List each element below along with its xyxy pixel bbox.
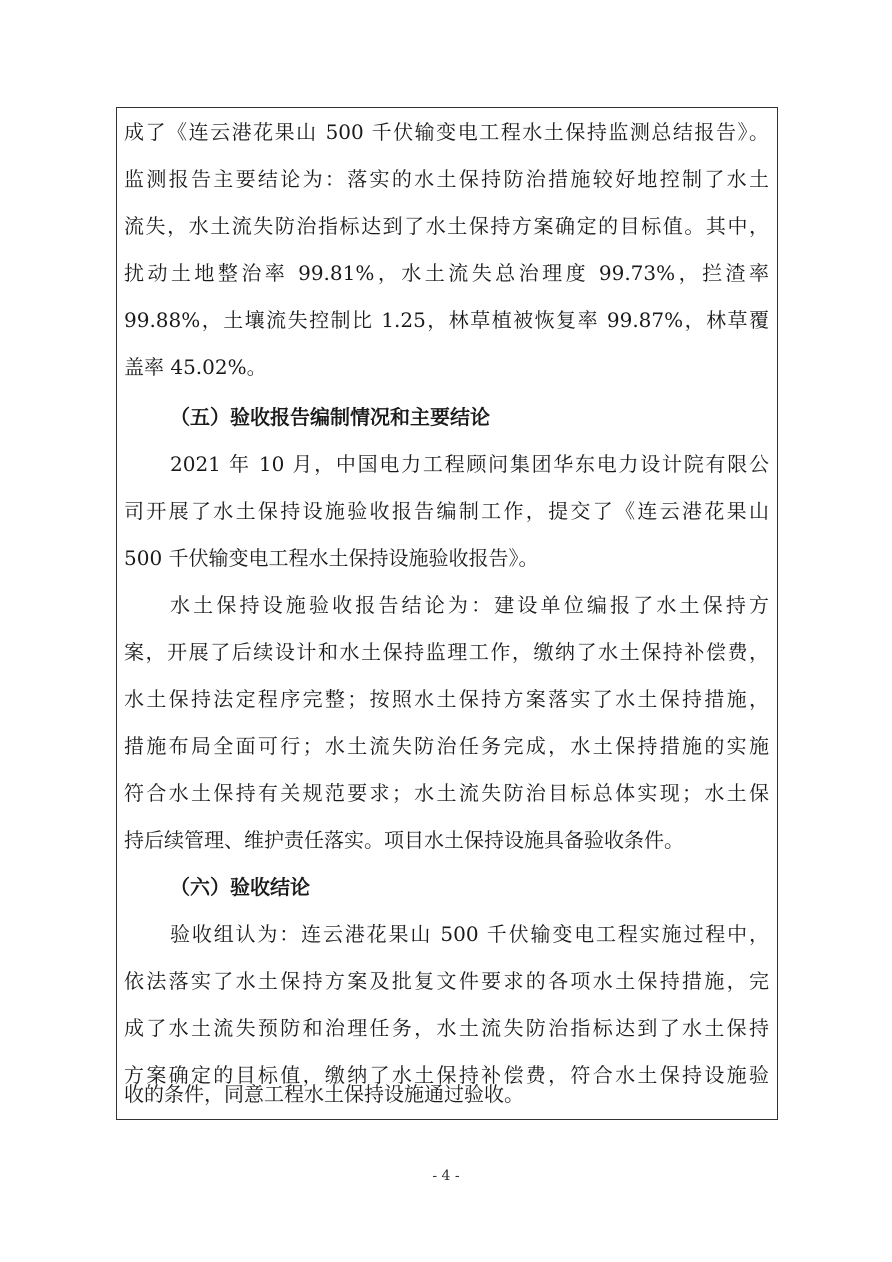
text-line: 扰动土地整治率 99.81%，水土流失总治理度 99.73%，拦渣率 [124,261,769,285]
text-line: 案，开展了后续设计和水土保持监理工作，缴纳了水土保持补偿费， [124,640,769,664]
text-line: 500 千伏输变电工程水土保持设施验收报告》。 [124,546,539,570]
text-line: 司开展了水土保持设施验收报告编制工作，提交了《连云港花果山 [124,499,769,523]
section-heading-five: （五）验收报告编制情况和主要结论 [170,405,490,429]
text-line: 2021 年 10 月，中国电力工程顾问集团华东电力设计院有限公 [170,452,769,476]
text-line: 依法落实了水土保持方案及批复文件要求的各项水土保持措施，完 [124,969,769,993]
text-line: 水土保持设施验收报告结论为：建设单位编报了水土保持方 [170,593,769,617]
text-line: 方案确定的目标值，缴纳了水土保持补偿费，符合水土保持设施验 [124,1063,769,1087]
text-line: 措施布局全面可行；水土流失防治任务完成，水土保持措施的实施 [124,734,769,758]
text-line: 成了《连云港花果山 500 千伏输变电工程水土保持监测总结报告》。 [124,120,769,144]
text-line: 成了水土流失预防和治理任务，水土流失防治指标达到了水土保持 [124,1016,769,1040]
text-line: 持后续管理、维护责任落实。项目水土保持设施具备验收条件。 [124,828,684,852]
text-line: 流失，水土流失防治指标达到了水土保持方案确定的目标值。其中， [124,214,769,238]
text-line: 收的条件，同意工程水土保持设施通过验收。 [124,1082,524,1106]
text-line: 监测报告主要结论为：落实的水土保持防治措施较好地控制了水土 [124,167,769,191]
page-number: - 4 - [432,1168,460,1184]
text-line: 符合水土保持有关规范要求；水土流失防治目标总体实现；水土保 [124,781,769,805]
text-line: 盖率 45.02%。 [124,355,267,379]
text-line: 水土保持法定程序完整；按照水土保持方案落实了水土保持措施， [124,687,769,711]
text-line: 99.88%，土壤流失控制比 1.25，林草植被恢复率 99.87%，林草覆 [124,308,769,332]
text-line: 验收组认为：连云港花果山 500 千伏输变电工程实施过程中， [170,922,769,946]
section-heading-six: （六）验收结论 [170,875,310,899]
